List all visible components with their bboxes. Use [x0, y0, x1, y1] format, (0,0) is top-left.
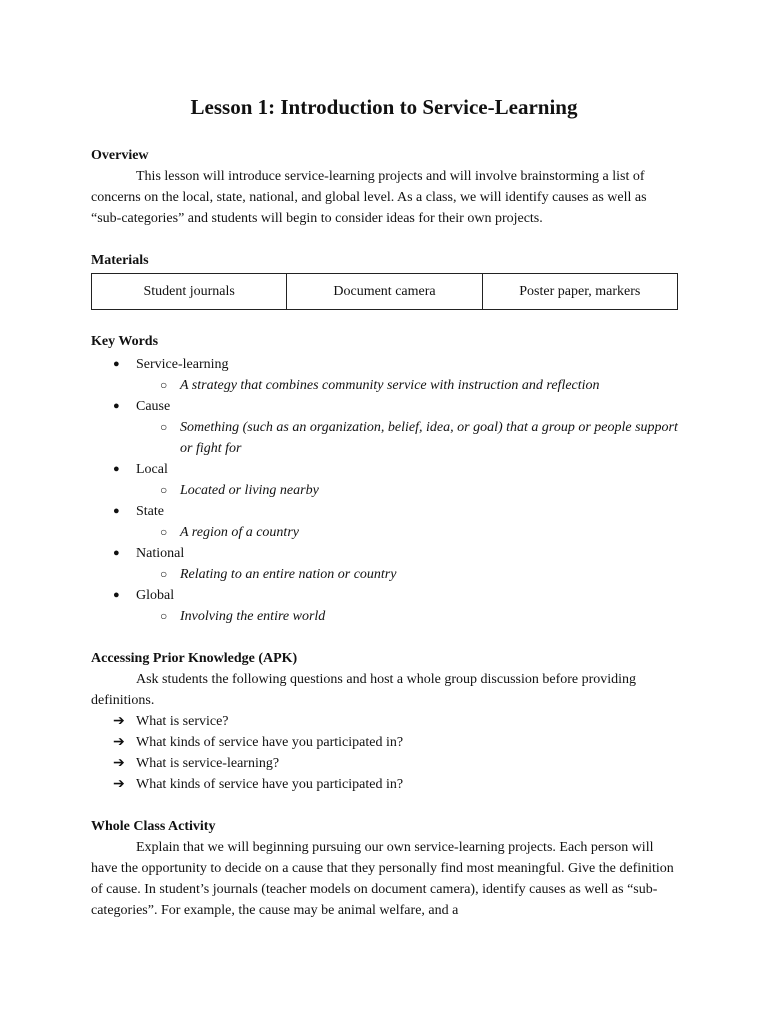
list-item [91, 459, 678, 501]
apk-question: What is service-learning? [136, 756, 280, 771]
key-word-definition: A region of a country [180, 525, 299, 540]
list-item [91, 396, 678, 459]
bullet-icon: ● [113, 589, 120, 601]
overview-heading: Overview [91, 148, 149, 163]
apk-heading: Accessing Prior Knowledge (APK) [91, 651, 298, 666]
apk-text: Ask students the following questions and host a whole group discussion before providing definitions. [91, 672, 637, 708]
arrow-right-icon: ➔ [113, 714, 125, 729]
document-body [91, 145, 678, 921]
circle-bullet-icon: ○ [160, 378, 168, 392]
circle-bullet-icon: ○ [160, 525, 168, 539]
bullet-icon: ● [113, 547, 120, 559]
circle-bullet-icon: ○ [160, 483, 168, 497]
bullet-icon: ● [113, 463, 120, 475]
key-word-definition: Involving the entire world [180, 609, 326, 624]
circle-bullet-icon: ○ [160, 567, 168, 581]
key-word-term: Service-learning [136, 357, 229, 372]
bullet-icon: ● [113, 505, 120, 517]
whole-class-text: Explain that we will beginning pursuing our own service-learning projects. Each person will have the opportunity to decide on a cause that they personally find most meaningful. Give the definition of cause. In student’s journals (teacher models on document camera), identify causes as well as “sub-categories”. For example, the cause may be animal welfare, and a [91, 840, 674, 918]
key-words-list [91, 354, 678, 627]
apk-question: What is service? [136, 714, 229, 729]
materials-table [91, 273, 678, 310]
bullet-icon: ● [113, 358, 120, 370]
key-words-heading: Key Words [91, 334, 159, 349]
page-title: Lesson 1: Introduction to Service-Learning [190, 95, 578, 119]
list-item [91, 501, 678, 543]
apk-questions-list [91, 711, 678, 795]
key-word-term: Local [136, 462, 168, 477]
key-word-term: National [136, 546, 185, 561]
materials-cell: Document camera [287, 274, 482, 310]
key-word-term: Global [136, 588, 175, 603]
circle-bullet-icon: ○ [160, 420, 168, 434]
key-word-definition: A strategy that combines community service with instruction and reflection [180, 378, 600, 393]
list-item [91, 732, 678, 753]
list-item [91, 711, 678, 732]
arrow-right-icon: ➔ [113, 735, 125, 750]
list-item [91, 354, 678, 396]
list-item [136, 417, 678, 459]
materials-heading: Materials [91, 253, 149, 268]
list-item [91, 774, 678, 795]
list-item [91, 543, 678, 585]
key-word-definition: Relating to an entire nation or country [180, 567, 397, 582]
circle-bullet-icon: ○ [160, 609, 168, 623]
materials-cell: Poster paper, markers [482, 274, 677, 310]
apk-question: What kinds of service have you participated in? [136, 777, 404, 792]
arrow-right-icon: ➔ [113, 756, 125, 771]
list-item [136, 564, 678, 585]
whole-class-heading: Whole Class Activity [91, 819, 216, 834]
list-item [91, 753, 678, 774]
list-item [136, 606, 678, 627]
key-word-term: Cause [136, 399, 171, 414]
overview-text: This lesson will introduce service-learning projects and will involve brainstorming a list of concerns on the local, state, national, and global level. As a class, we will identify causes as well as “sub-categories” and students will begin to consider ideas for their own projects. [91, 169, 647, 226]
key-word-definition: Located or living nearby [180, 483, 319, 498]
materials-cell: Student journals [92, 274, 287, 310]
key-word-term: State [136, 504, 164, 519]
apk-question: What kinds of service have you participated in? [136, 735, 404, 750]
key-word-definition: Something (such as an organization, belief, idea, or goal) that a group or people support or fight for [180, 420, 678, 456]
list-item [136, 375, 678, 396]
bullet-icon: ● [113, 400, 120, 412]
list-item [136, 522, 678, 543]
list-item [136, 480, 678, 501]
list-item [91, 585, 678, 627]
arrow-right-icon: ➔ [113, 777, 125, 792]
